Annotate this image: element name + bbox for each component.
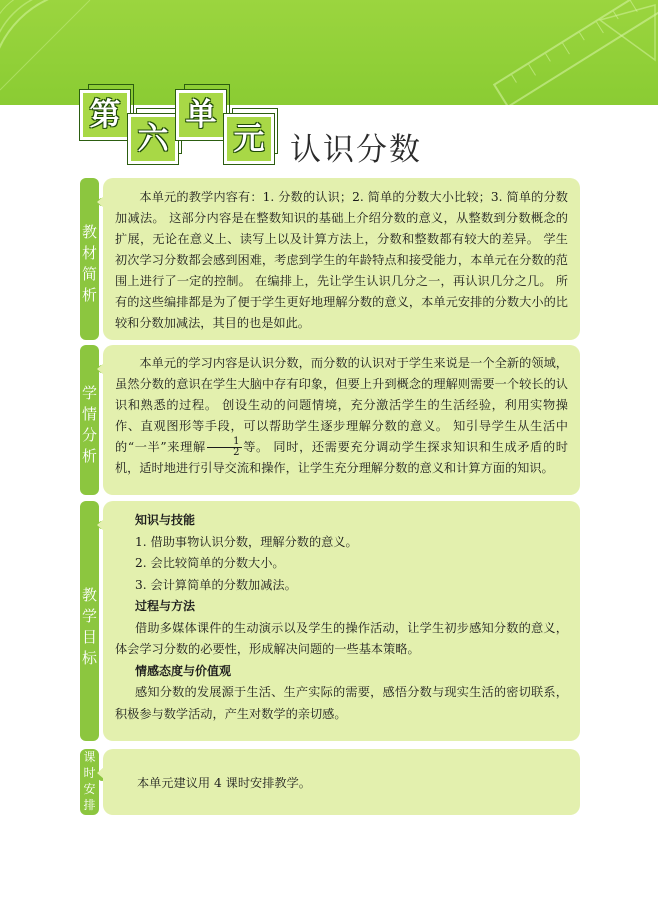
label-char: 析 [81, 447, 97, 465]
section-label [80, 501, 99, 741]
unit-title: 认识分数 [290, 132, 422, 168]
students-text-before: 本单元的学习内容是认识分数，而分数的认识对于学生来说是一个全新的领域，虽然分数的意识在学生大脑中存有印象，但要上升到概念的理解则需要一个较长的认识和熟悉的过程。 创设生动的问题情境，充分激活学生的生活经验，利用实物操作、直观图形等手段，可以帮助学生逐步理解分数的意义。 知引导学生从生活中的“一半”来理解 [115, 356, 568, 454]
section-schedule [80, 749, 580, 815]
label-char: 教 [81, 223, 97, 241]
unit-char-box: 六 [128, 114, 178, 164]
goal-item: 2. 会比较简单的分数大小。 [135, 556, 285, 570]
fraction-denominator: 2 [233, 447, 240, 458]
fraction-one-half [207, 437, 242, 458]
label-char: 安 [83, 782, 96, 796]
label-char: 析 [81, 286, 97, 304]
content-box [103, 501, 580, 741]
students-text-after: 等。 同时，还需要充分调动学生探求知识和生成矛盾的时机，适时地进行引导交流和操作，让学生充分理解分数的意义和计算方面的知识。 [115, 440, 568, 475]
goal-item: 1. 借助事物认识分数，理解分数的意义。 [135, 534, 358, 549]
label-char: 目 [81, 628, 97, 646]
label-char: 学 [81, 384, 97, 402]
section-material-analysis [80, 178, 580, 340]
emotion-heading: 情感态度与价值观 [135, 663, 232, 678]
process-heading: 过程与方法 [135, 599, 196, 613]
unit-heading [74, 72, 284, 162]
section-teaching-goals [80, 501, 580, 741]
label-char: 学 [81, 607, 97, 625]
knowledge-heading: 知识与技能 [135, 513, 196, 527]
unit-char-box: 第 [80, 90, 130, 140]
content-box [103, 749, 580, 815]
ruler-decoration-icon [480, 0, 658, 110]
label-char: 排 [83, 798, 96, 812]
goal-item: 3. 会计算简单的分数加减法。 [135, 577, 297, 592]
schedule-text: 本单元建议用 4 课时安排教学。 [137, 776, 311, 790]
process-text: 借助多媒体课件的生动演示以及学生的操作活动，让学生初步感知分数的意义，体会学习分数的必要性，形成解决问题的一些基本策略。 [115, 620, 568, 656]
fraction-numerator: 1 [207, 437, 242, 448]
material-paragraph: 本单元的教学内容有：1. 分数的认识；2. 简单的分数大小比较；3. 简单的分数加减法。 这部分内容是在整数知识的基础上介绍分数的意义，从整数到分数概念的扩展，无论在意义上、读写上以及计算方法上，分数和整数都有较大的差异。 学生初次学习分数都会感到困难，考虑到学生的年龄特点和接受能力，本单元在分数的范围上进行了一定的控制。 在编排上，先让学生认识几分之一，再认识几分之几。 所有的这些编排都是为了便于学生更好地理解分数的意义，本单元安排的分数大小的比较和分数加减法，其目的也是如此。 [115, 190, 568, 330]
label-char: 课 [83, 750, 96, 764]
section-student-analysis [80, 345, 580, 495]
label-char: 标 [81, 649, 97, 667]
unit-char-box: 元 [224, 114, 274, 164]
label-char: 教 [81, 586, 97, 604]
label-char: 简 [81, 265, 97, 283]
unit-char-box: 单 [176, 90, 226, 140]
section-label [80, 749, 99, 815]
students-paragraph [115, 353, 568, 479]
label-char: 时 [83, 766, 96, 780]
label-char: 材 [81, 244, 97, 262]
content-box [103, 178, 580, 340]
label-char: 情 [81, 405, 97, 423]
content-box [103, 345, 580, 495]
emotion-text: 感知分数的发展源于生活、生产实际的需要，感悟分数与现实生活的密切联系，积极参与数学活动，产生对数学的亲切感。 [115, 685, 568, 721]
label-char: 分 [81, 426, 97, 444]
